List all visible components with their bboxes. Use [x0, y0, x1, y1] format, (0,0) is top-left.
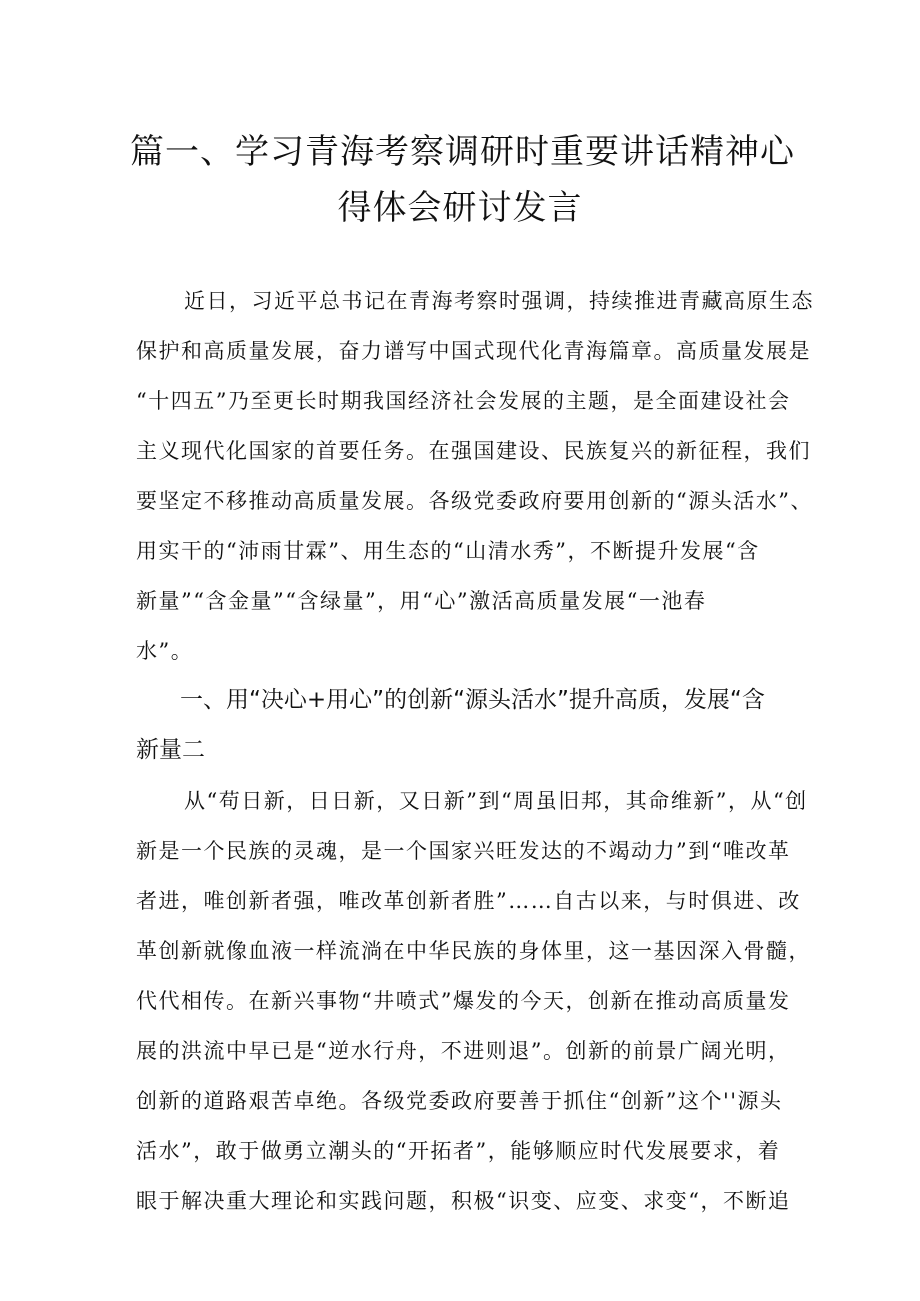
paragraph-line: 用实干的“沛雨甘霖”、用生态的“山清水秀”，不断提升发展“含: [136, 539, 760, 563]
paragraph-line: 要坚定不移推动高质量发展。各级党委政府要用创新的“源头活水”、: [136, 489, 813, 513]
paragraph-line: 保护和高质量发展，奋力谱写中国式现代化青海篇章。高质量发展是: [136, 339, 811, 363]
paragraph-line: 活水”，敢于做勇立潮头的“开拓者”，能够顺应时代发展要求，着: [136, 1139, 781, 1163]
paragraph-line: 展的洪流中早已是“逆水行舟，不进则退”。创新的前景广阔光明，: [136, 1039, 791, 1063]
paragraph-line: 主义现代化国家的首要任务。在强国建设、民族复兴的新征程，我们: [136, 439, 811, 463]
paragraph-line: 创新的道路艰苦卓绝。各级党委政府要善于抓住“创新”这个''源头: [136, 1089, 783, 1113]
section-heading-line-2: 新量二: [136, 737, 205, 763]
document-title-line-1: 篇一、学习青海考察调研时重要讲话精神心: [130, 132, 795, 172]
paragraph-line: “十四五”乃至更长时期我国经济社会发展的主题，是全面建设社会: [136, 389, 791, 413]
paragraph-line: 眼于解决重大理论和实践问题，积极“识变、应变、求变“，不断追: [136, 1189, 791, 1213]
paragraph-line: 新量”“含金量”“含绿量”，用“心”激活高质量发展“一池春: [136, 589, 707, 613]
paragraph-line: 从“苟日新，日日新，又日新”到“周虽旧邦，其命维新”，从“创: [184, 789, 808, 813]
paragraph-line: 者进，唯创新者强，唯改革创新者胜”……自古以来，与时俱进、改: [136, 889, 801, 913]
paragraph-line: 水”。: [136, 639, 194, 663]
document-title-line-2: 得体会研讨发言: [337, 188, 583, 228]
paragraph-line: 新是一个民族的灵魂，是一个国家兴旺发达的不竭动力”到“唯改革: [136, 839, 791, 863]
paragraph-line: 代代相传。在新兴事物“井喷式”爆发的今天，创新在推动高质量发: [136, 989, 791, 1013]
paragraph-line: 革创新就像血液一样流淌在中华民族的身体里，这一基因深入骨髓，: [136, 939, 811, 963]
paragraph-line: 近日，习近平总书记在青海考察时强调，持续推进青藏高原生态: [184, 289, 814, 313]
section-heading-line-1: 一、用“决心+用心”的创新“源头活水”提升高质，发展“含: [180, 687, 765, 713]
